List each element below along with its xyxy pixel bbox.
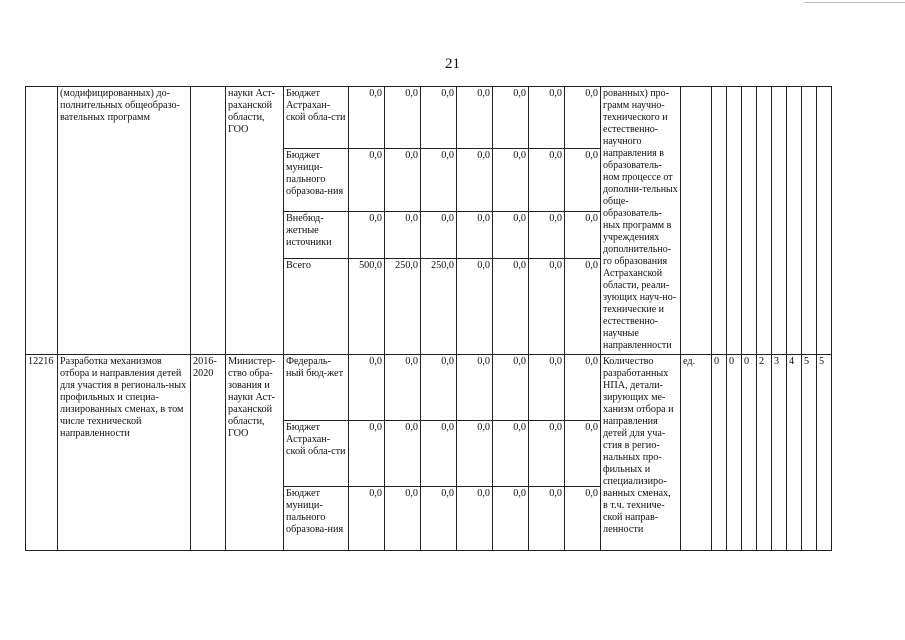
- value-cell: 0,0: [421, 87, 457, 149]
- indicator-cell: [772, 87, 787, 355]
- indicator-cell: 0: [712, 355, 727, 551]
- result-cell: рованных) про-грамм научно-технического и естественно-научного направления в образователь-ном процессе от дополни-тельных обще-образователь-ных программ в учреждениях дополнительно-го образования Астраханской области, реали-зующих науч-но-технические и естественно-научные направленности: [601, 87, 681, 355]
- indicator-cell: [742, 87, 757, 355]
- value-cell: 0,0: [565, 149, 601, 212]
- value-cell: 0,0: [349, 487, 385, 551]
- activity-cell: Разработка механизмов отбора и направления детей для участия в региональ-ных профильных и специа-лизированных сменах, в том числе технической направленности: [58, 355, 191, 551]
- value-cell: 0,0: [457, 87, 493, 149]
- value-cell: 0,0: [493, 487, 529, 551]
- value-cell: 0,0: [529, 212, 565, 259]
- funding-source: Бюджет Астрахан-ской обла-сти: [284, 421, 349, 487]
- indicator-cell: 0: [742, 355, 757, 551]
- value-cell: 0,0: [385, 149, 421, 212]
- indicator-cell: 0: [727, 355, 742, 551]
- value-cell: 0,0: [349, 421, 385, 487]
- value-cell: 0,0: [349, 355, 385, 421]
- value-cell: 0,0: [457, 421, 493, 487]
- result-cell: Количество разработанных НПА, детали-зирующих ме-ханизм отбора и направления детей для уча-стия в регио-нальных про-фильных и специализиро-ванных сменах, в т.ч. техниче-ской направ-ленности: [601, 355, 681, 551]
- value-cell: 0,0: [529, 87, 565, 149]
- page-number: 21: [445, 56, 460, 72]
- value-cell: 0,0: [457, 149, 493, 212]
- value-cell: 0,0: [385, 212, 421, 259]
- indicator-cell: 5: [817, 355, 832, 551]
- indicator-cell: 2: [757, 355, 772, 551]
- unit-cell: ед.: [681, 355, 712, 551]
- value-cell: 0,0: [529, 421, 565, 487]
- period-cell: 2016-2020: [191, 355, 226, 551]
- executor-cell: Министер-ство обра-зования и науки Аст-раханской области, ГОО: [226, 355, 284, 551]
- indicator-cell: [757, 87, 772, 355]
- funding-source: Бюджет Астрахан-ской обла-сти: [284, 87, 349, 149]
- indicator-cell: [727, 87, 742, 355]
- funding-source: Всего: [284, 259, 349, 355]
- value-cell: 0,0: [529, 149, 565, 212]
- value-cell: 0,0: [457, 355, 493, 421]
- value-cell: 250,0: [385, 259, 421, 355]
- value-cell: 0,0: [565, 259, 601, 355]
- value-cell: 0,0: [457, 212, 493, 259]
- indicator-cell: 4: [787, 355, 802, 551]
- value-cell: 0,0: [385, 421, 421, 487]
- value-cell: 0,0: [349, 149, 385, 212]
- value-cell: 0,0: [565, 487, 601, 551]
- value-cell: 0,0: [349, 212, 385, 259]
- funding-source: Федераль-ный бюд-жет: [284, 355, 349, 421]
- indicator-cell: [817, 87, 832, 355]
- value-cell: 0,0: [529, 259, 565, 355]
- value-cell: 500,0: [349, 259, 385, 355]
- value-cell: 0,0: [529, 355, 565, 421]
- value-cell: 0,0: [421, 149, 457, 212]
- value-cell: 250,0: [421, 259, 457, 355]
- code-cell: [26, 87, 58, 355]
- unit-cell: [681, 87, 712, 355]
- funding-source: Бюджет муници-пального образова-ния: [284, 149, 349, 212]
- value-cell: 0,0: [493, 87, 529, 149]
- value-cell: 0,0: [565, 355, 601, 421]
- value-cell: 0,0: [421, 212, 457, 259]
- program-table: [25, 86, 832, 551]
- indicator-cell: [712, 87, 727, 355]
- value-cell: 0,0: [385, 487, 421, 551]
- value-cell: 0,0: [565, 87, 601, 149]
- value-cell: 0,0: [529, 487, 565, 551]
- value-cell: 0,0: [457, 487, 493, 551]
- indicator-cell: 5: [802, 355, 817, 551]
- header-rule: [805, 2, 905, 3]
- value-cell: 0,0: [493, 355, 529, 421]
- value-cell: 0,0: [457, 259, 493, 355]
- executor-cell: науки Аст-раханской области, ГОО: [226, 87, 284, 355]
- value-cell: 0,0: [493, 149, 529, 212]
- value-cell: 0,0: [421, 421, 457, 487]
- period-cell: [191, 87, 226, 355]
- value-cell: 0,0: [349, 87, 385, 149]
- indicator-cell: 3: [772, 355, 787, 551]
- value-cell: 0,0: [493, 212, 529, 259]
- value-cell: 0,0: [493, 259, 529, 355]
- indicator-cell: [787, 87, 802, 355]
- table-row: [26, 355, 832, 421]
- value-cell: 0,0: [565, 212, 601, 259]
- value-cell: 0,0: [493, 421, 529, 487]
- code-cell: 12216: [26, 355, 58, 551]
- value-cell: 0,0: [385, 87, 421, 149]
- value-cell: 0,0: [565, 421, 601, 487]
- table-row: [26, 87, 832, 149]
- value-cell: 0,0: [385, 355, 421, 421]
- value-cell: 0,0: [421, 487, 457, 551]
- indicator-cell: [802, 87, 817, 355]
- funding-source: Внебюд-жетные источники: [284, 212, 349, 259]
- activity-cell: (модифицированных) до-полнительных общеобразо-вательных программ: [58, 87, 191, 355]
- funding-source: Бюджет муници-пального образова-ния: [284, 487, 349, 551]
- value-cell: 0,0: [421, 355, 457, 421]
